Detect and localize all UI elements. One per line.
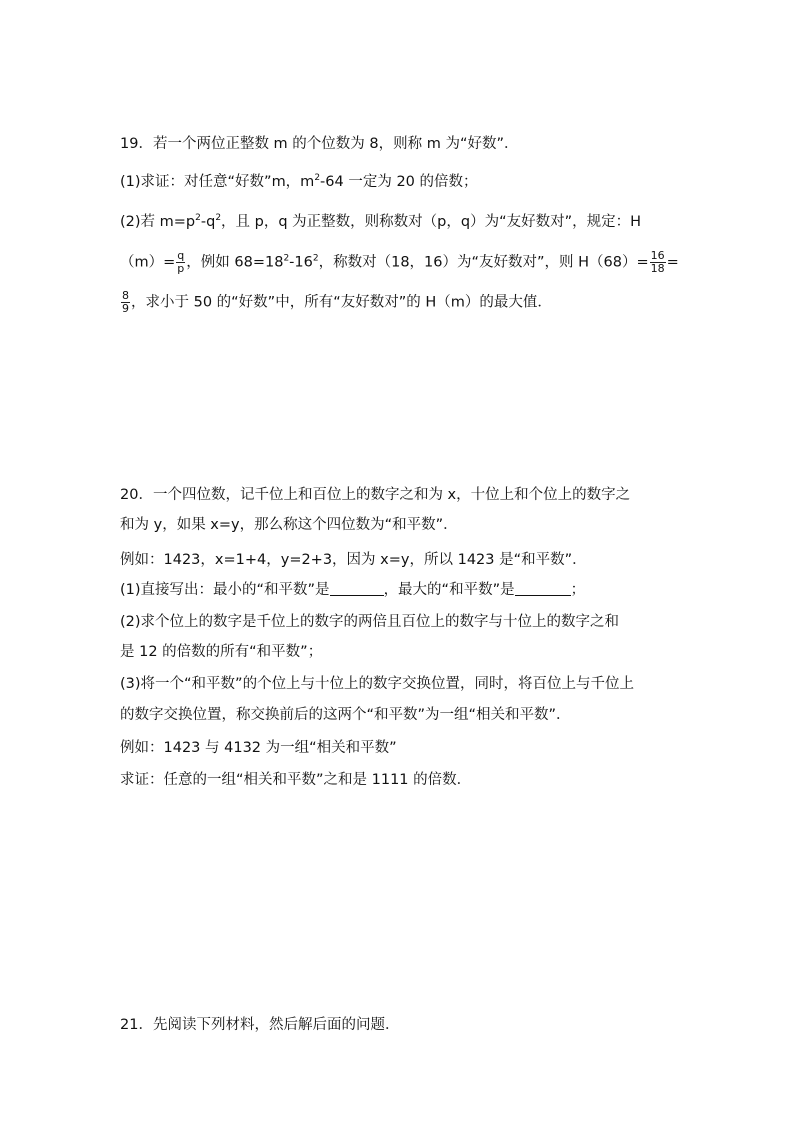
fraction-q-over-p — [176, 250, 185, 275]
fraction-16-over-18 — [650, 250, 666, 275]
q20-example: 例如：1423 与 4132 为一组“相关和平数” — [120, 740, 397, 756]
q19-part2-line2 — [120, 250, 680, 275]
q19-part1-text-a: (1)求证：对任意“好数”m，m — [120, 174, 315, 190]
q19-part2-line2-text-a: （m）= — [120, 254, 176, 271]
q19-part2-line2-text-b: ，例如 68=18 — [186, 254, 284, 271]
q19-part2-line1 — [120, 212, 680, 232]
q20-line3: 例如：1423，x=1+4，y=2+3，因为 x=y，所以 1423 是“和平数”． — [120, 552, 587, 568]
q20-part1-text-c: ； — [570, 582, 586, 598]
q20-part2-line2: 是 12 的倍数的所有“和平数”； — [120, 644, 323, 660]
q20-part3-line1: (3)将一个“和平数”的个位上与十位上的数字交换位置，同时，将百位上与千位上 — [120, 676, 635, 692]
q20-part1-text-a: (1)直接写出：最小的“和平数”是 — [120, 582, 330, 598]
q20-part3-line2: 的数字交换位置，称交换前后的这两个“和平数”为一组“相关和平数”． — [120, 707, 571, 723]
q20-line1: 20．一个四位数，记千位上和百位上的数字之和为 x，十位上和个位上的数字之 — [120, 487, 631, 503]
q21-line1: 21．先阅读下列材料，然后解后面的问题． — [120, 1017, 400, 1033]
q19-part2-line2-text-e: = — [666, 254, 679, 271]
q19-part1-text-b: -64 一定为 20 的倍数； — [320, 174, 478, 190]
q19-part2-sup1: 2 — [195, 213, 201, 223]
q20-proof: 求证：任意的一组“相关和平数”之和是 1111 的倍数． — [120, 772, 472, 788]
fraction-denominator: p — [177, 262, 185, 275]
q19-part2-sup2: 2 — [215, 213, 222, 223]
q19-part2-line2-sup1: 2 — [283, 253, 290, 264]
q19-part1-sup: 2 — [314, 173, 321, 183]
q19-part2-line2-text-c: -16 — [289, 254, 313, 271]
fraction-8-over-9 — [121, 290, 130, 315]
fraction-denominator: 9 — [122, 302, 129, 315]
q19-title: 19．若一个两位正整数 m 的个位数为 8，则称 m 为“好数”． — [120, 136, 519, 152]
q19-part2-text-a: (2)若 m=p — [120, 214, 196, 230]
answer-blank-max[interactable] — [515, 581, 571, 596]
q19-part2-text-c: ，且 p，q 为正整数，则称数对（p，q）为“友好数对”，规定：H — [221, 214, 642, 230]
fraction-numerator: 8 — [122, 289, 129, 302]
q20-part1-text-b: ，最大的“和平数”是 — [383, 582, 515, 598]
q19-part2-line2-sup2: 2 — [312, 253, 319, 264]
q20-part2-line1: (2)求个位上的数字是千位上的数字的两倍且百位上的数字与十位上的数字之和 — [120, 614, 620, 630]
q19-part2-text-b: -q — [200, 214, 216, 230]
q20-line2: 和为 y，如果 x=y，那么称这个四位数为“和平数”． — [120, 517, 458, 533]
q20-part1 — [120, 580, 680, 600]
answer-blank-min[interactable] — [330, 581, 384, 596]
fraction-numerator: q — [177, 249, 185, 262]
q19-part2-line2-text-d: ，称数对（18，16）为“友好数对”，则 H（68）= — [318, 254, 649, 271]
q19-part1 — [120, 172, 680, 192]
q19-part2-line3 — [120, 290, 680, 315]
fraction-numerator: 16 — [650, 249, 665, 262]
q19-part2-line3-text: ，求小于 50 的“好数”中，所有“友好数对”的 H（m）的最大值． — [131, 294, 552, 311]
fraction-denominator: 18 — [650, 262, 665, 275]
